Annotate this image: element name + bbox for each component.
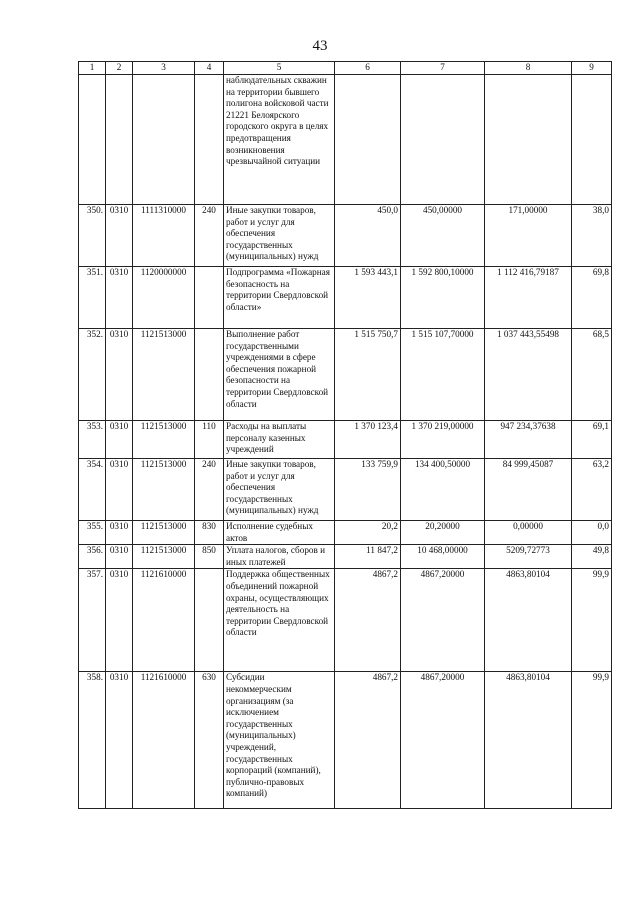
- value-col-9: 99,9: [572, 569, 612, 672]
- value-col-8: [485, 75, 572, 205]
- value-col-6: 20,2: [335, 521, 401, 545]
- page-number: 43: [312, 38, 328, 54]
- row-number: [79, 75, 106, 205]
- value-col-7: [401, 75, 485, 205]
- target-article-code: 1121513000: [133, 329, 195, 421]
- value-col-6: 1 515 750,7: [335, 329, 401, 421]
- item-name: Иные закупки товаров, работ и услуг для обеспечения государственных (муниципальных) нужд: [224, 459, 335, 521]
- target-article-code: [133, 75, 195, 205]
- target-article-code: 1121513000: [133, 521, 195, 545]
- row-number: 353.: [79, 421, 106, 459]
- table-row: [79, 672, 612, 809]
- table-row: [79, 569, 612, 672]
- value-col-6: 1 593 443,1: [335, 267, 401, 329]
- expense-type-code: [195, 329, 224, 421]
- target-article-code: 1121513000: [133, 421, 195, 459]
- item-name: Субсидии некоммерческим организациям (за исключением государственных (муниципальных) учреждений, государственных корпораций (компаний), публично-правовых компаний): [224, 672, 335, 809]
- item-name: Выполнение работ государственными учреждениями в сфере обеспечения пожарной безопасности на территории Свердловской области: [224, 329, 335, 421]
- table-row: [79, 545, 612, 569]
- row-number: 354.: [79, 459, 106, 521]
- section-code: 0310: [106, 545, 133, 569]
- header-cell: 1: [79, 62, 106, 75]
- header-cell: 8: [485, 62, 572, 75]
- header-cell: 9: [572, 62, 612, 75]
- row-number: 356.: [79, 545, 106, 569]
- row-number: 350.: [79, 205, 106, 267]
- header-cell: 2: [106, 62, 133, 75]
- item-name: Поддержка общественных объединений пожарной охраны, осуществляющих деятельность на территории Свердловской области: [224, 569, 335, 672]
- value-col-8: 1 112 416,79187: [485, 267, 572, 329]
- row-number: 355.: [79, 521, 106, 545]
- row-number: 357.: [79, 569, 106, 672]
- value-col-6: 450,0: [335, 205, 401, 267]
- table-row: [79, 267, 612, 329]
- value-col-9: 38,0: [572, 205, 612, 267]
- expense-type-code: 240: [195, 459, 224, 521]
- header-cell: 6: [335, 62, 401, 75]
- value-col-8: 84 999,45087: [485, 459, 572, 521]
- header-cell: 7: [401, 62, 485, 75]
- section-code: 0310: [106, 329, 133, 421]
- expense-type-code: 630: [195, 672, 224, 809]
- value-col-6: 133 759,9: [335, 459, 401, 521]
- section-code: 0310: [106, 521, 133, 545]
- value-col-7: 134 400,50000: [401, 459, 485, 521]
- value-col-8: 5209,72773: [485, 545, 572, 569]
- value-col-8: 171,00000: [485, 205, 572, 267]
- value-col-6: 4867,2: [335, 569, 401, 672]
- value-col-7: 20,20000: [401, 521, 485, 545]
- value-col-6: 11 847,2: [335, 545, 401, 569]
- item-name: наблюдательных скважин на территории бывшего полигона войсковой части 21221 Белоярского городского округа в целях предотвращения возникновения чрезвычайной ситуации: [224, 75, 335, 205]
- value-col-7: 1 515 107,70000: [401, 329, 485, 421]
- value-col-9: [572, 75, 612, 205]
- table-row: [79, 459, 612, 521]
- value-col-7: 450,00000: [401, 205, 485, 267]
- expense-type-code: [195, 569, 224, 672]
- value-col-6: [335, 75, 401, 205]
- expense-type-code: [195, 267, 224, 329]
- row-number: 351.: [79, 267, 106, 329]
- target-article-code: 1120000000: [133, 267, 195, 329]
- header-cell: 4: [195, 62, 224, 75]
- section-code: [106, 75, 133, 205]
- expense-type-code: 850: [195, 545, 224, 569]
- table-row: [79, 75, 612, 205]
- value-col-7: 4867,20000: [401, 672, 485, 809]
- value-col-8: 4863,80104: [485, 672, 572, 809]
- target-article-code: 1111310000: [133, 205, 195, 267]
- value-col-7: 10 468,00000: [401, 545, 485, 569]
- header-cell: 5: [224, 62, 335, 75]
- value-col-6: 4867,2: [335, 672, 401, 809]
- value-col-9: 68,5: [572, 329, 612, 421]
- section-code: 0310: [106, 459, 133, 521]
- section-code: 0310: [106, 569, 133, 672]
- section-code: 0310: [106, 421, 133, 459]
- value-col-7: 4867,20000: [401, 569, 485, 672]
- value-col-9: 69,8: [572, 267, 612, 329]
- expense-type-code: 110: [195, 421, 224, 459]
- value-col-9: 0,0: [572, 521, 612, 545]
- value-col-8: 1 037 443,55498: [485, 329, 572, 421]
- target-article-code: 1121610000: [133, 672, 195, 809]
- value-col-9: 63,2: [572, 459, 612, 521]
- item-name: Исполнение судебных актов: [224, 521, 335, 545]
- value-col-6: 1 370 123,4: [335, 421, 401, 459]
- value-col-9: 49,8: [572, 545, 612, 569]
- header-cell: 3: [133, 62, 195, 75]
- value-col-8: 4863,80104: [485, 569, 572, 672]
- header-row: [79, 62, 612, 75]
- row-number: 352.: [79, 329, 106, 421]
- section-code: 0310: [106, 672, 133, 809]
- value-col-7: 1 370 219,00000: [401, 421, 485, 459]
- expense-type-code: [195, 75, 224, 205]
- item-name: Уплата налогов, сборов и иных платежей: [224, 545, 335, 569]
- budget-table: [78, 61, 612, 809]
- table-row: [79, 205, 612, 267]
- value-col-7: 1 592 800,10000: [401, 267, 485, 329]
- row-number: 358.: [79, 672, 106, 809]
- target-article-code: 1121513000: [133, 459, 195, 521]
- value-col-9: 69,1: [572, 421, 612, 459]
- section-code: 0310: [106, 205, 133, 267]
- value-col-8: 947 234,37638: [485, 421, 572, 459]
- value-col-9: 99,9: [572, 672, 612, 809]
- target-article-code: 1121513000: [133, 545, 195, 569]
- target-article-code: 1121610000: [133, 569, 195, 672]
- section-code: 0310: [106, 267, 133, 329]
- expense-type-code: 830: [195, 521, 224, 545]
- table-row: [79, 329, 612, 421]
- value-col-8: 0,00000: [485, 521, 572, 545]
- item-name: Иные закупки товаров, работ и услуг для обеспечения государственных (муниципальных) нужд: [224, 205, 335, 267]
- expense-type-code: 240: [195, 205, 224, 267]
- item-name: Подпрограмма «Пожарная безопасность на территории Свердловской области»: [224, 267, 335, 329]
- item-name: Расходы на выплаты персоналу казенных учреждений: [224, 421, 335, 459]
- table-row: [79, 521, 612, 545]
- table-row: [79, 421, 612, 459]
